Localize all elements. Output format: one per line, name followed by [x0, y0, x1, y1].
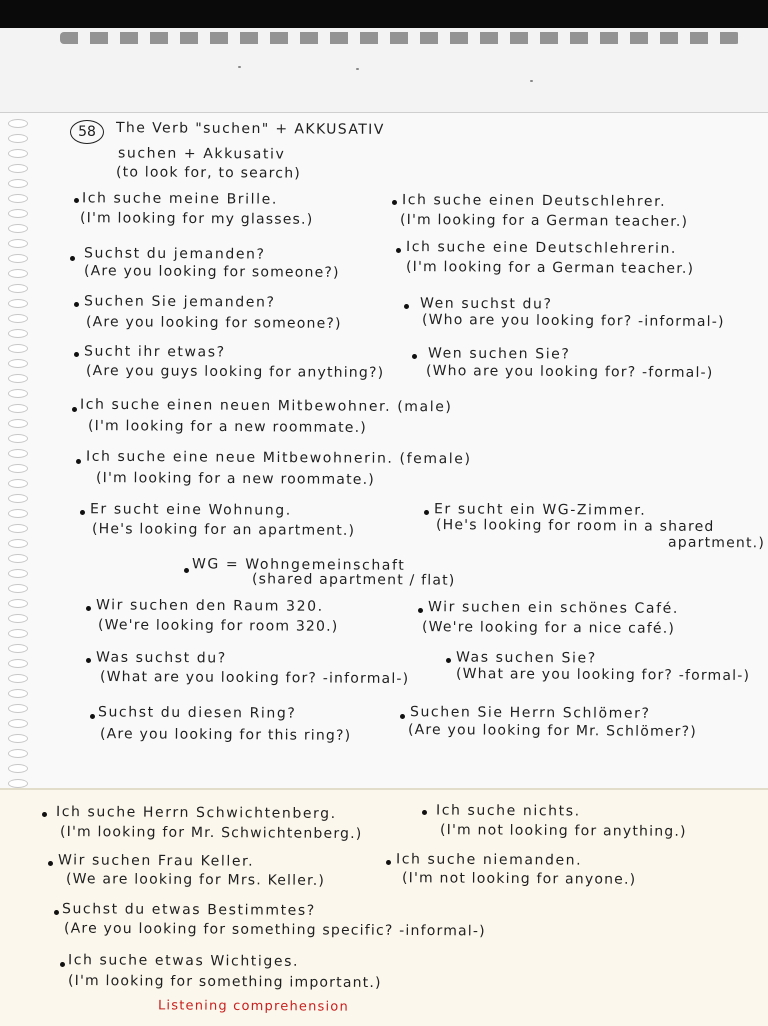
sentence-en: (I'm looking for something important.) — [67, 972, 382, 992]
bullet — [184, 568, 189, 573]
sentence-en: (He's looking for room in a shared — [435, 517, 715, 535]
bullet — [74, 302, 79, 307]
sentence-de: Ich suche etwas Wichtiges. — [67, 952, 300, 970]
sentence-en: (I'm looking for a German teacher.) — [399, 211, 689, 231]
sentence-en: (I'm looking for a German teacher.) — [405, 258, 695, 278]
bullet — [74, 198, 79, 203]
sentence-de: Ich suche Herrn Schwichtenberg. — [55, 804, 337, 822]
cut-off-text-line — [60, 32, 740, 44]
sentence-de: Ich suche eine neue Mitbewohnerin. (female) — [85, 448, 472, 468]
sentence-en: (Are you guys looking for anything?) — [85, 362, 385, 382]
sentence-de: Wen suchen Sie? — [427, 345, 571, 363]
sentence-de: Ich suche nichts. — [435, 802, 581, 820]
speck — [530, 80, 533, 82]
sentence-en: (Who are you looking for? -informal-) — [421, 311, 725, 331]
bullet — [404, 304, 409, 309]
sentence-de: Er sucht ein WG-Zimmer. — [433, 501, 647, 519]
sentence-de: Ich suche meine Brille. — [81, 190, 278, 208]
sentence-en: (I'm looking for a new roommate.) — [95, 470, 375, 488]
sentence-en: (I'm looking for a new roommate.) — [87, 418, 367, 436]
sentence-de: Wen suchst du? — [419, 295, 553, 313]
sentence-de: Suchen Sie Herrn Schlömer? — [409, 704, 651, 722]
bullet — [392, 200, 397, 205]
sentence-de: Was suchen Sie? — [455, 649, 597, 667]
sentence-de: Sucht ihr etwas? — [83, 343, 226, 361]
sentence-de: Ich suche einen Deutschlehrer. — [401, 192, 667, 210]
bullet — [412, 354, 417, 359]
sentence-en: (We're looking for a nice café.) — [421, 619, 676, 637]
sentence-en: (Are you looking for someone?) — [83, 263, 340, 281]
previous-page-fragment — [0, 28, 768, 112]
sentence-en: (Are you looking for Mr. Schlömer?) — [407, 721, 697, 741]
spiral-binding — [8, 119, 30, 769]
bullet — [60, 962, 65, 967]
wg-translation: (shared apartment / flat) — [251, 571, 456, 589]
wg-definition: WG = Wohngemeinschaft — [191, 556, 406, 574]
bullet — [424, 510, 429, 515]
bullet — [76, 459, 81, 464]
sentence-de: Ich suche niemanden. — [395, 851, 583, 869]
sentence-de: Wir suchen ein schönes Café. — [427, 599, 679, 617]
bullet — [42, 812, 47, 817]
sentence-de: Wir suchen den Raum 320. — [95, 597, 324, 615]
sentence-de: Ich suche einen neuen Mitbewohner. (male) — [79, 396, 453, 416]
top-black-bar — [0, 0, 768, 28]
sentence-de: Suchst du etwas Bestimmtes? — [61, 901, 316, 919]
sentence-de: Suchen Sie jemanden? — [83, 293, 276, 311]
sentence-en: (What are you looking for? -informal-) — [99, 668, 410, 688]
listening-comprehension-heading: Listening comprehension — [157, 998, 349, 1015]
bullet — [72, 407, 77, 412]
sentence-de: Suchst du diesen Ring? — [97, 704, 297, 722]
bullet — [48, 861, 53, 866]
bullet — [90, 714, 95, 719]
sentence-de: Ich suche eine Deutschlehrerin. — [405, 239, 678, 257]
bullet — [422, 810, 427, 815]
bullet — [80, 510, 85, 515]
sentence-en: (Who are you looking for? -formal-) — [425, 362, 714, 382]
sentence-en: (I'm not looking for anyone.) — [401, 870, 637, 888]
lesson-number: 58 — [70, 120, 104, 144]
sentence-en: (Are you looking for this ring?) — [99, 726, 352, 744]
sentence-en: (Are you looking for someone?) — [85, 314, 342, 332]
bullet — [74, 352, 79, 357]
sentence-en: (I'm looking for my glasses.) — [79, 210, 314, 228]
sentence-en: (We are looking for Mrs. Keller.) — [65, 871, 326, 889]
bullet — [86, 658, 91, 663]
bullet — [418, 608, 423, 613]
sentence-en: (Are you looking for something specific? -informal-) — [63, 920, 486, 940]
speck — [238, 66, 241, 68]
bullet — [396, 248, 401, 253]
sentence-en: (I'm looking for Mr. Schwichtenberg.) — [59, 823, 363, 843]
sentence-en: (What are you looking for? -formal-) — [455, 665, 751, 685]
grammar-formula-gloss: (to look for, to search) — [115, 164, 302, 182]
sentence-en: (We're looking for room 320.) — [97, 617, 339, 635]
sentence-de: Er sucht eine Wohnung. — [89, 501, 292, 519]
sentence-en-continued: apartment.) — [667, 534, 766, 552]
sentence-de: Wir suchen Frau Keller. — [57, 852, 255, 870]
bullet — [446, 658, 451, 663]
lesson-title: The Verb "suchen" + AKKUSATIV — [115, 120, 385, 138]
sentence-de: Was suchst du? — [95, 649, 227, 667]
sentence-en: (I'm not looking for anything.) — [439, 822, 687, 840]
sentence-de: Suchst du jemanden? — [83, 245, 266, 263]
bullet — [86, 606, 91, 611]
bullet — [70, 256, 75, 261]
bullet — [386, 860, 391, 865]
grammar-formula: suchen + Akkusativ — [117, 145, 286, 163]
bullet — [400, 714, 405, 719]
sentence-en: (He's looking for an apartment.) — [91, 521, 356, 539]
bullet — [54, 910, 59, 915]
speck — [356, 68, 359, 70]
